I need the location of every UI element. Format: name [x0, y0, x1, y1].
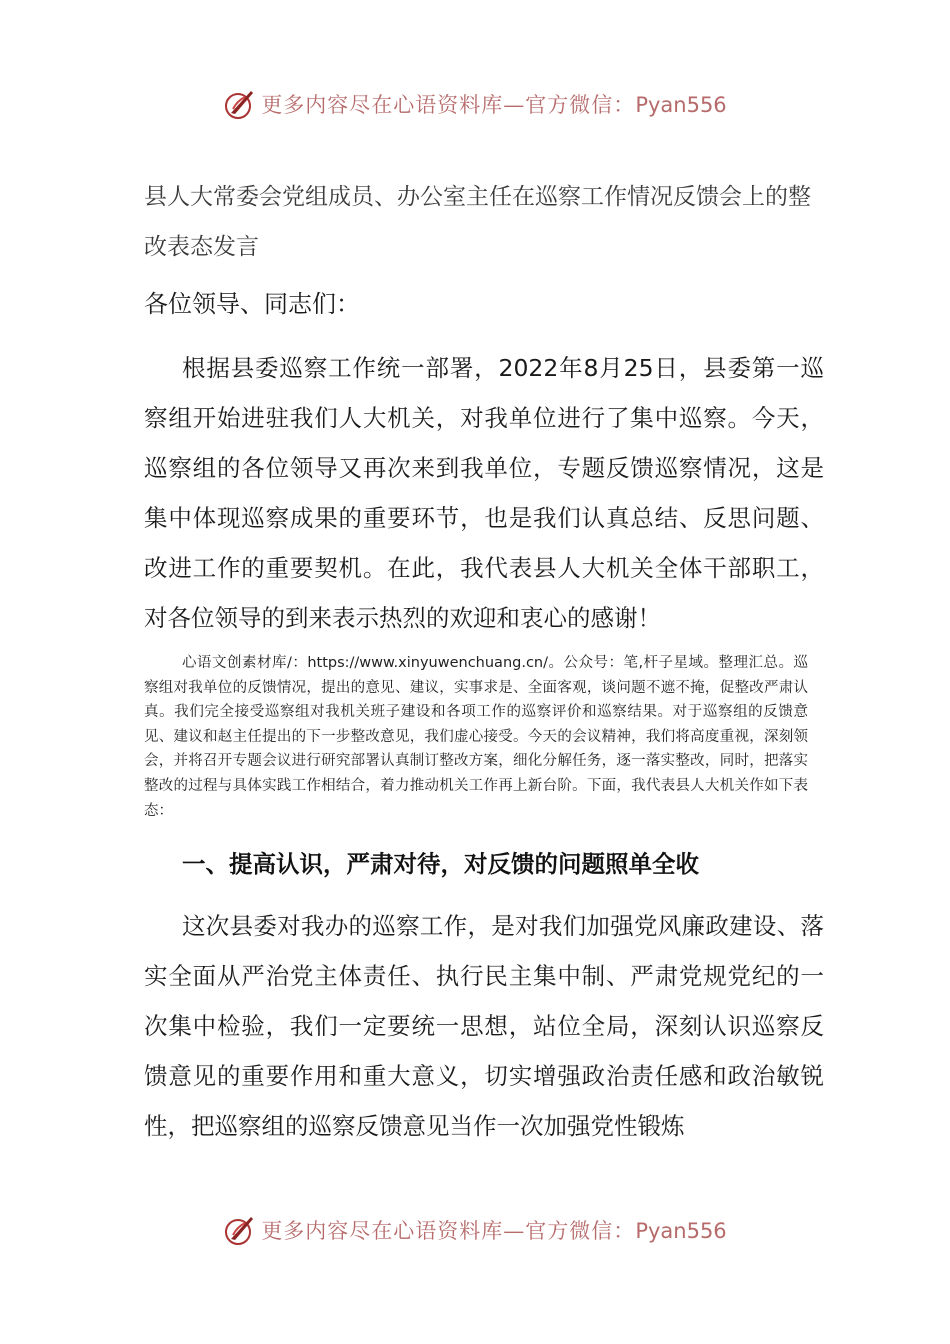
section-heading-1: 一、提高认识，严肃对待，对反馈的问题照单全收 [182, 850, 699, 878]
watermark-text: 更多内容尽在心语资料库—官方微信：Pyan556 [261, 1219, 727, 1243]
quill-logo-icon [223, 87, 257, 121]
salutation: 各位领导、同志们： [144, 290, 360, 318]
paragraph-intro: 根据县委巡察工作统一部署，2022年8月25日，县委第一巡察组开始进驻我们人大机关，对我单位进行了集中巡察。今天，巡察组的各位领导又再次来到我单位，专题反馈巡察情况，这是集中体现巡察成果的重要环节，也是我们认真总结、反思问题、改进工作的重要契机。在此，我代表县人大机关全体干部职工，对各位领导的到来表示热烈的欢迎和衷心的感谢！ [144, 354, 824, 632]
quill-logo-icon [223, 1213, 257, 1247]
document-title: 县人大常委会党组成员、办公室主任在巡察工作情况反馈会上的整改表态发言 [144, 184, 811, 260]
header-watermark [0, 84, 950, 124]
paragraph-section-1: 这次县委对我办的巡察工作，是对我们加强党风廉政建设、落实全面从严治党主体责任、执行民主集中制、严肃党规党纪的一次集中检验，我们一定要统一思想，站位全局，深刻认识巡察反馈意见的重要作用和重大意义，切实增强政治责任感和政治敏锐性，把巡察组的巡察反馈意见当作一次加强党性锻炼 [144, 912, 824, 1140]
paragraph-small: 心语文创素材库/：https://www.xinyuwenchuang.cn/。公众号：笔,杆子星域。整理汇总。巡察组对我单位的反馈情况，提出的意见、建议，实事求是、全面客观，谈问题不遮不掩，促整改严肃认真。我们完全接受巡察组对我机关班子建设和各项工作的巡察评价和巡察结果。对于巡察组的反馈意见、建议和赵主任提出的下一步整改意见，我们虚心接受。今天的会议精神，我们将高度重视，深刻领会，并将召开专题会议进行研究部署认真制订整改方案，细化分解任务，逐一落实整改，同时，把落实整改的过程与具体实践工作相结合，着力推动机关工作再上新台阶。下面，我代表县人大机关作如下表态： [144, 655, 808, 819]
watermark-text: 更多内容尽在心语资料库—官方微信：Pyan556 [261, 93, 727, 117]
footer-watermark [0, 1210, 950, 1250]
